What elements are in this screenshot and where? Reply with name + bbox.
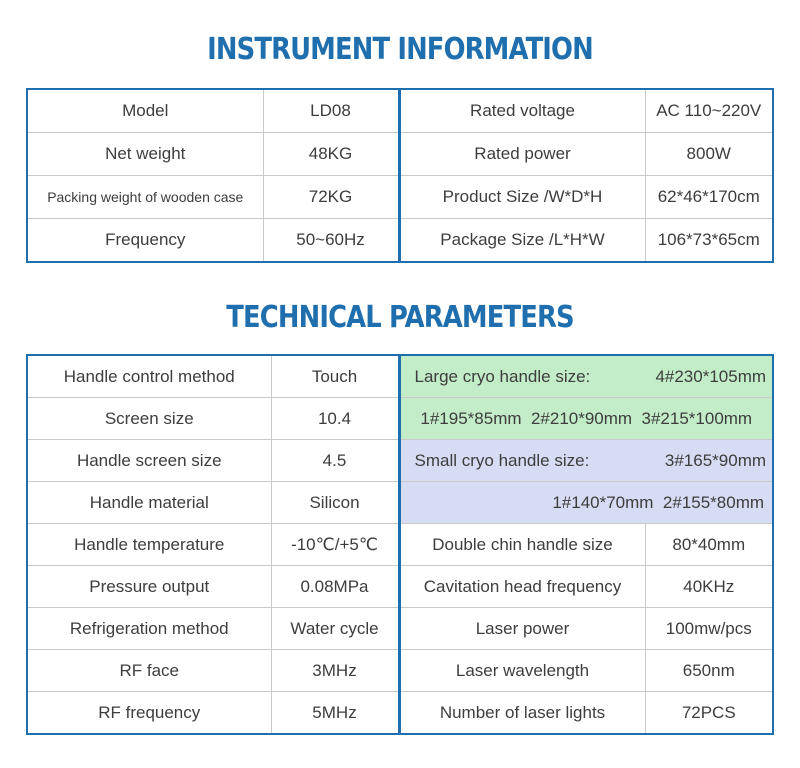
param-label: Laser power: [399, 608, 645, 650]
param-label: Handle control method: [27, 355, 271, 398]
param-label: Handle temperature: [27, 524, 271, 566]
package-size-label: Package Size /L*H*W: [399, 219, 645, 263]
param-value: 3MHz: [271, 650, 399, 692]
large-cryo-item4: 4#230*105mm: [655, 366, 767, 386]
table-row: [27, 89, 773, 133]
param-label: RF frequency: [27, 692, 271, 735]
table-row: [27, 566, 773, 608]
param-label: Pressure output: [27, 566, 271, 608]
package-size-value: 106*73*65cm: [645, 219, 773, 263]
table-row: [27, 650, 773, 692]
param-value: Silicon: [271, 482, 399, 524]
rated-voltage-label: Rated voltage: [399, 89, 645, 133]
table-row: [27, 692, 773, 735]
table-row: [27, 524, 773, 566]
instrument-information-table: [26, 88, 774, 263]
rated-voltage-value: AC 110~220V: [645, 89, 773, 133]
packing-weight-label: Packing weight of wooden case: [27, 176, 263, 219]
table-row: [27, 219, 773, 263]
technical-parameters-title: TECHNICAL PARAMETERS: [226, 300, 574, 335]
product-size-label: Product Size /W*D*H: [399, 176, 645, 219]
model-value: LD08: [263, 89, 399, 133]
param-label: Double chin handle size: [399, 524, 645, 566]
table-row: [27, 440, 773, 482]
table-row: [27, 482, 773, 524]
small-cryo-header: [399, 440, 773, 482]
param-value: 650nm: [645, 650, 773, 692]
frequency-value: 50~60Hz: [263, 219, 399, 263]
net-weight-label: Net weight: [27, 133, 263, 176]
large-cryo-header: [399, 355, 773, 398]
table-row: [27, 355, 773, 398]
packing-weight-value: 72KG: [263, 176, 399, 219]
technical-parameters-table: [26, 354, 774, 735]
table-row: [27, 608, 773, 650]
param-label: Laser wavelength: [399, 650, 645, 692]
param-value: 72PCS: [645, 692, 773, 735]
table-row: [27, 176, 773, 219]
large-cryo-label: Large cryo handle size:: [414, 366, 591, 386]
param-value: 100mw/pcs: [645, 608, 773, 650]
small-cryo-items: 1#140*70mm 2#155*80mm: [399, 482, 773, 524]
product-size-value: 62*46*170cm: [645, 176, 773, 219]
frequency-label: Frequency: [27, 219, 263, 263]
table-row: [27, 133, 773, 176]
small-cryo-item3: 3#165*90mm: [664, 450, 767, 470]
rated-power-label: Rated power: [399, 133, 645, 176]
large-cryo-items: 1#195*85mm 2#210*90mm 3#215*100mm: [399, 398, 773, 440]
model-label: Model: [27, 89, 263, 133]
param-label: RF face: [27, 650, 271, 692]
param-value: -10℃/+5℃: [271, 524, 399, 566]
param-label: Handle screen size: [27, 440, 271, 482]
instrument-information-title: INSTRUMENT INFORMATION: [207, 32, 593, 67]
small-cryo-label: Small cryo handle size:: [414, 450, 590, 470]
param-value: 5MHz: [271, 692, 399, 735]
param-value: 40KHz: [645, 566, 773, 608]
param-value: 4.5: [271, 440, 399, 482]
param-value: Touch: [271, 355, 399, 398]
rated-power-value: 800W: [645, 133, 773, 176]
param-label: Cavitation head frequency: [399, 566, 645, 608]
param-label: Refrigeration method: [27, 608, 271, 650]
param-label: Screen size: [27, 398, 271, 440]
param-value: 10.4: [271, 398, 399, 440]
param-value: 0.08MPa: [271, 566, 399, 608]
param-label: Number of laser lights: [399, 692, 645, 735]
net-weight-value: 48KG: [263, 133, 399, 176]
param-value: Water cycle: [271, 608, 399, 650]
param-label: Handle material: [27, 482, 271, 524]
table-row: [27, 398, 773, 440]
param-value: 80*40mm: [645, 524, 773, 566]
